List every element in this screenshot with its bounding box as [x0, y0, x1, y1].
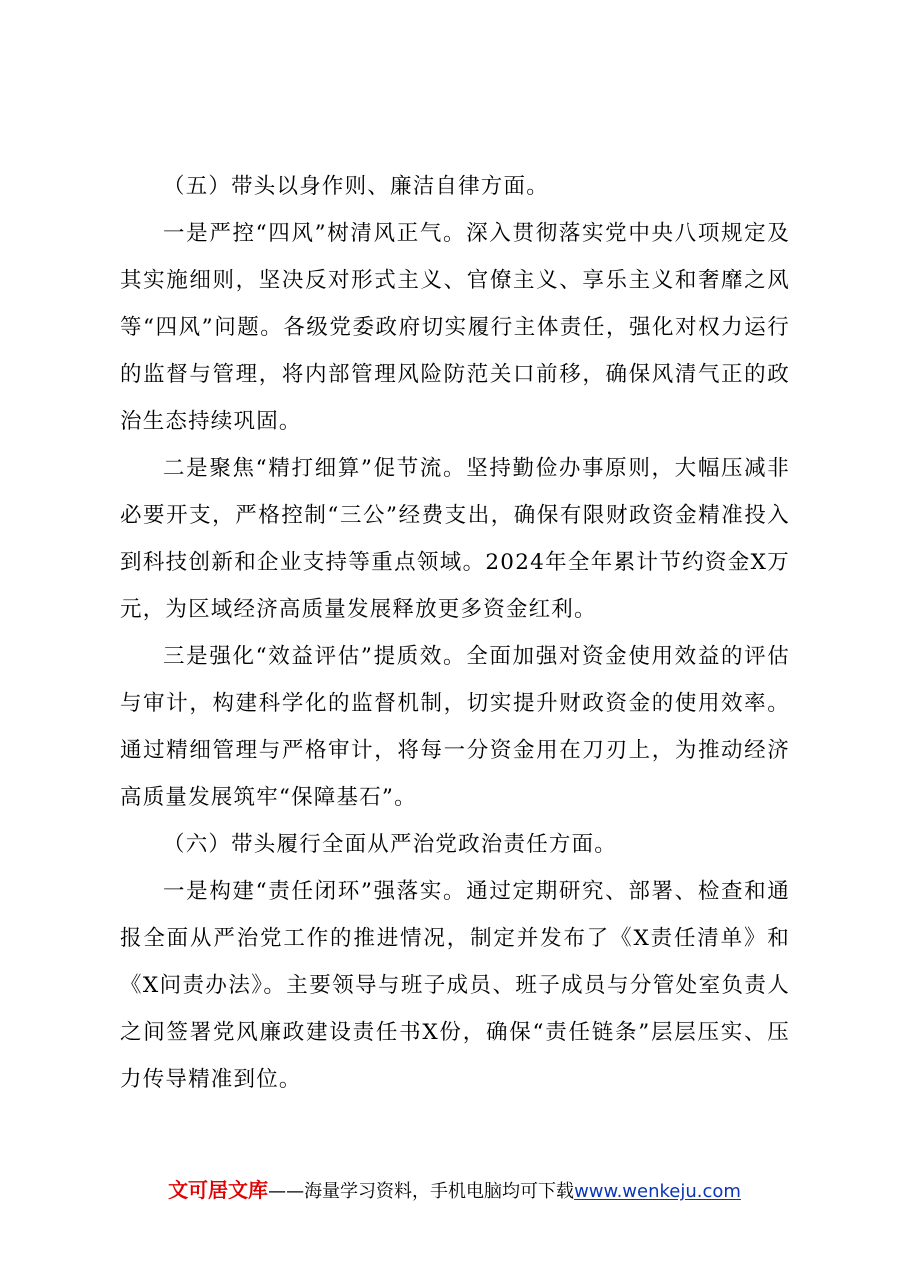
- paragraph-5-2: 二是聚焦“精打细算”促节流。坚持勤俭办事原则，大幅压减非必要开支，严格控制“三公”经费支出，确保有限财政资金精准投入到科技创新和企业支持等重点领域。2024年全年累计节约资金X万元，为区域经济高质量发展释放更多资金红利。: [120, 456, 790, 622]
- section-heading-5: （五）带头以身作则、廉洁自律方面。: [163, 174, 549, 199]
- footer-link[interactable]: www.wenkeju.com: [574, 1181, 741, 1202]
- paragraph-5-1: 一是严控“四风”树清风正气。深入贯彻落实党中央八项规定及其实施细则，坚决反对形式主义、官僚主义、享乐主义和奢靡之风等“四风”问题。各级党委政府切实履行主体责任，强化对权力运行的监督与管理，将内部管理风险防范关口前移，确保风清气正的政治生态持续巩固。: [120, 221, 790, 434]
- document-body: [120, 163, 790, 1103]
- footer-banner: [0, 1178, 909, 1204]
- paragraph-6-1: 一是构建“责任闭环”强落实。通过定期研究、部署、检查和通报全面从严治党工作的推进情况，制定并发布了《X责任清单》和《X问责办法》。主要领导与班子成员、班子成员与分管处室负责人之间签署党风廉政建设责任书X份，确保“责任链条”层层压实、压力传导精准到位。: [120, 879, 790, 1092]
- section-heading-6: （六）带头履行全面从严治党政治责任方面。: [163, 832, 618, 857]
- footer-brand: 文可居文库: [168, 1178, 269, 1202]
- paragraph-5-3: 三是强化“效益评估”提质效。全面加强对资金使用效益的评估与审计，构建科学化的监督机制，切实提升财政资金的使用效率。通过精细管理与严格审计，将每一分资金用在刀刃上，为推动经济高质量发展筑牢“保障基石”。: [120, 644, 790, 810]
- footer-slogan: ——海量学习资料，手机电脑均可下载: [268, 1181, 575, 1202]
